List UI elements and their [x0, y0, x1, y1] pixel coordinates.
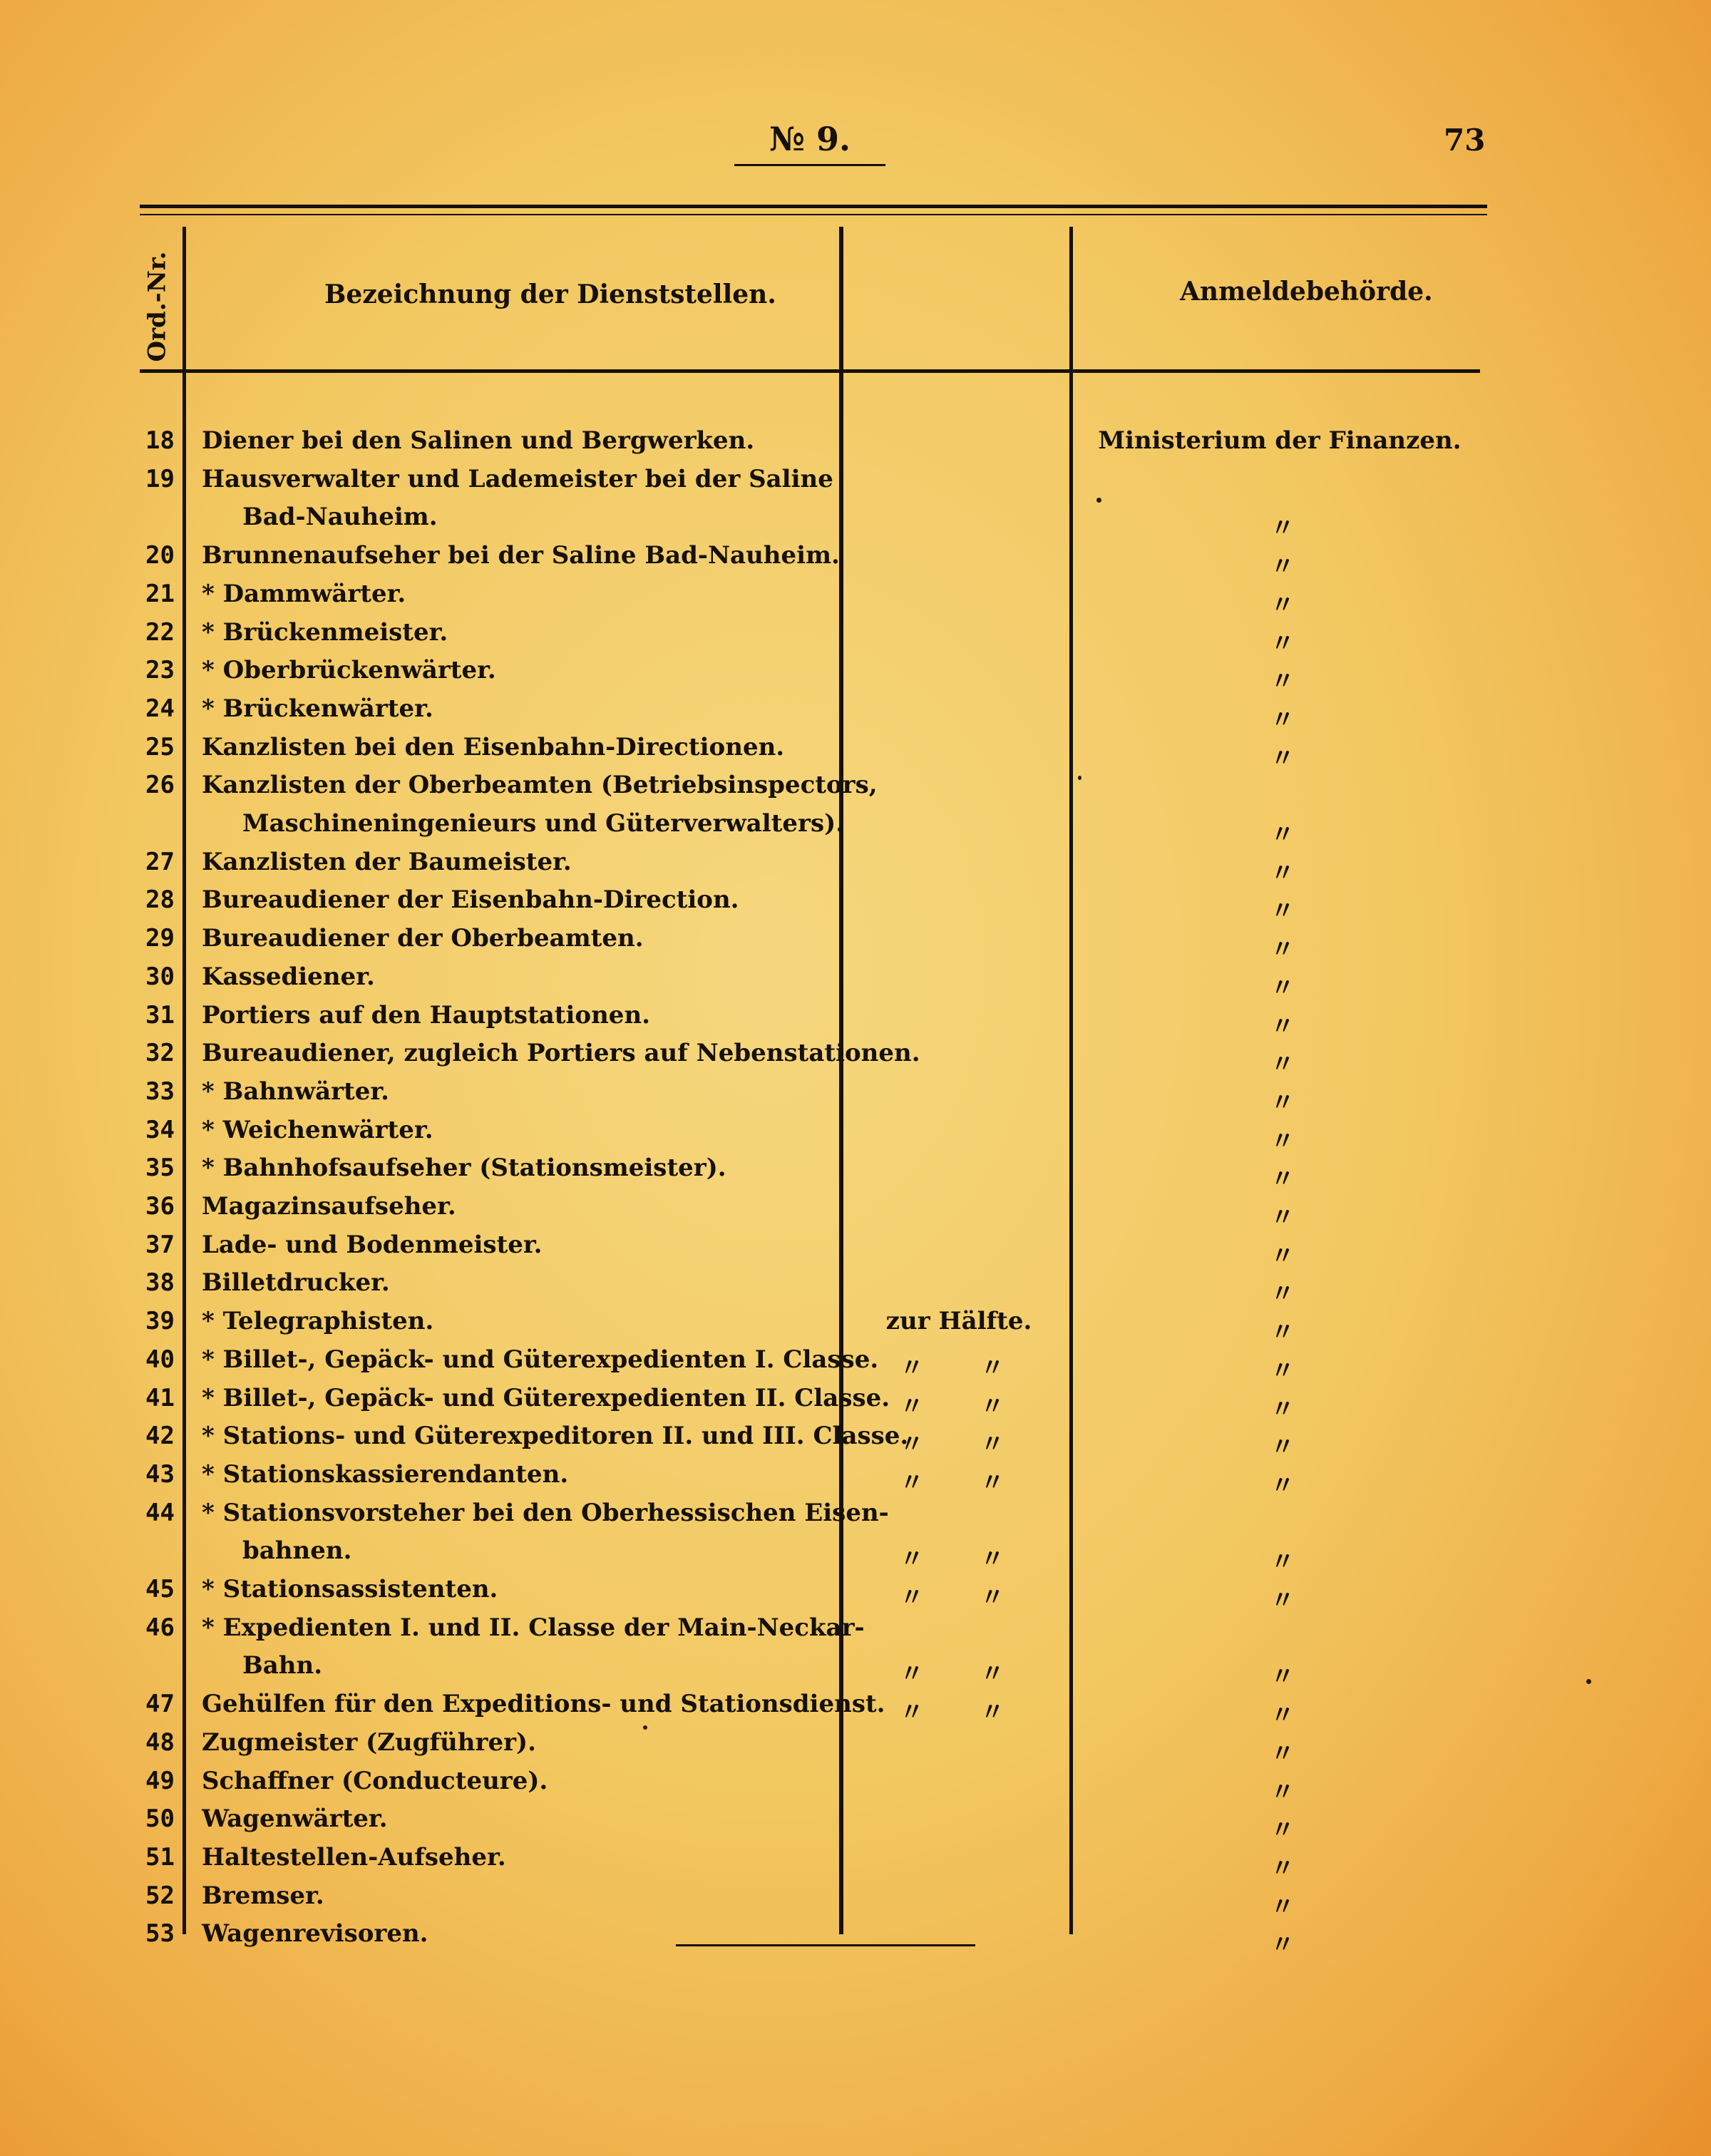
row-number: 23 [145, 656, 175, 685]
row-designation: Kanzlisten bei den Eisenbahn-Directionen. [202, 732, 785, 761]
row-designation-continued: Bahn. [242, 1651, 323, 1680]
row-note-ditto: 〃 [980, 1698, 1004, 1728]
row-designation: Portiers auf den Hauptstationen. [202, 1000, 650, 1030]
table-row [0, 1226, 1711, 1270]
table-row [0, 1494, 1711, 1533]
row-number: 24 [145, 694, 175, 723]
row-designation: * Oberbrückenwärter. [202, 656, 496, 685]
table-row [0, 920, 1711, 965]
row-authority: 〃 [1270, 1854, 1295, 1883]
row-designation: Lade- und Bodenmeister. [202, 1230, 543, 1259]
table-row [0, 843, 1711, 888]
row-note-ditto: 〃 [900, 1353, 924, 1382]
row-number: 30 [145, 962, 175, 991]
row-designation-continued: Maschineningenieurs und Güterverwalters). [242, 809, 845, 838]
page-number: 73 [1444, 123, 1486, 158]
row-authority: 〃 [1270, 1739, 1295, 1768]
row-designation: * Bahnhofsaufseher (Stationsmeister). [202, 1154, 726, 1183]
row-authority: 〃 [1270, 1586, 1295, 1615]
table-row [0, 1073, 1711, 1117]
row-authority: 〃 [1270, 514, 1295, 543]
row-authority: 〃 [1270, 1318, 1295, 1348]
row-authority: 〃 [1270, 705, 1295, 734]
row-note-ditto: 〃 [900, 1698, 924, 1728]
row-number: 52 [145, 1881, 175, 1910]
table-row [0, 461, 1711, 499]
row-number: 19 [145, 464, 175, 493]
row-authority: 〃 [1270, 935, 1295, 965]
column-header-designation: Bezeichnung der Dienststellen. [324, 279, 776, 309]
row-authority: 〃 [1270, 1203, 1295, 1232]
row-number: 38 [145, 1268, 175, 1298]
row-designation: Magazinsaufseher. [202, 1192, 456, 1221]
row-authority: 〃 [1270, 1280, 1295, 1309]
row-authority: 〃 [1270, 667, 1295, 697]
row-note-ditto: 〃 [980, 1583, 1004, 1612]
table-row [0, 1839, 1711, 1883]
row-note-ditto: 〃 [900, 1583, 924, 1612]
row-number: 44 [145, 1498, 175, 1527]
row-designation: Wagenwärter. [202, 1805, 388, 1834]
row-designation: * Telegraphisten. [202, 1307, 434, 1336]
row-designation-continued: Bad-Nauheim. [242, 503, 438, 532]
table-row [0, 1685, 1711, 1730]
row-number: 36 [145, 1192, 175, 1221]
row-number: 49 [145, 1766, 175, 1795]
row-number: 42 [145, 1422, 175, 1451]
row-number: 27 [145, 847, 175, 876]
table-row [0, 575, 1711, 620]
table-row [0, 1303, 1711, 1348]
row-authority: 〃 [1270, 1395, 1295, 1424]
row-designation: * Dammwärter. [202, 579, 406, 608]
row-designation: * Stationsassistenten. [202, 1575, 498, 1603]
row-designation: * Brückenmeister. [202, 617, 448, 647]
row-note-ditto: 〃 [980, 1430, 1004, 1459]
row-designation: Bureaudiener, zugleich Portiers auf Nebenstationen. [202, 1039, 920, 1068]
row-number: 32 [145, 1039, 175, 1068]
table-row [0, 997, 1711, 1041]
table-row [0, 1609, 1711, 1648]
row-designation: Kanzlisten der Oberbeamten (Betriebsinspectors, [202, 771, 878, 800]
row-authority: 〃 [1270, 1816, 1295, 1845]
row-authority: 〃 [1270, 1892, 1295, 1921]
row-note-ditto: 〃 [900, 1430, 924, 1459]
table-row [0, 1112, 1711, 1156]
row-designation: Bureaudiener der Eisenbahn-Direction. [202, 885, 739, 915]
row-number: 18 [145, 426, 175, 455]
row-authority: 〃 [1270, 1126, 1295, 1156]
row-number: 48 [145, 1728, 175, 1757]
paper-speck [1586, 1679, 1591, 1684]
row-authority: 〃 [1270, 744, 1295, 773]
row-number: 37 [145, 1230, 175, 1259]
row-number: 41 [145, 1383, 175, 1412]
row-designation: Diener bei den Salinen und Bergwerken. [202, 426, 755, 455]
top-rule-thick [140, 205, 1487, 208]
row-authority: 〃 [1270, 1433, 1295, 1462]
table-row [0, 1264, 1711, 1309]
table-row [0, 729, 1711, 773]
row-authority: 〃 [1270, 1931, 1295, 1960]
row-authority: 〃 [1270, 629, 1295, 658]
row-note-ditto: 〃 [900, 1660, 924, 1689]
table-row-continuation [0, 1532, 1711, 1577]
row-designation: Bureaudiener der Oberbeamten. [202, 924, 644, 953]
table-row [0, 537, 1711, 582]
row-number: 28 [145, 885, 175, 915]
row-designation: Brunnenaufseher bei der Saline Bad-Nauheim. [202, 541, 840, 570]
bottom-rule [676, 1944, 975, 1946]
row-note-ditto: 〃 [980, 1392, 1004, 1421]
row-authority: 〃 [1270, 1012, 1295, 1041]
table-row [0, 1762, 1711, 1807]
row-authority: Ministerium der Finanzen. [1098, 426, 1461, 455]
table-row [0, 1417, 1711, 1462]
row-designation: * Bahnwärter. [202, 1077, 390, 1106]
row-designation: * Brückenwärter. [202, 694, 433, 723]
row-authority: 〃 [1270, 590, 1295, 620]
row-authority: 〃 [1270, 1050, 1295, 1079]
row-designation: Hausverwalter und Lademeister bei der Saline [202, 464, 833, 493]
row-designation: Bremser. [202, 1881, 324, 1910]
row-number: 39 [145, 1307, 175, 1336]
table-row [0, 1571, 1711, 1615]
row-designation: Billetdrucker. [202, 1268, 390, 1298]
row-number: 53 [145, 1919, 175, 1949]
row-number: 20 [145, 541, 175, 570]
row-number: 22 [145, 617, 175, 647]
row-designation: * Expedienten I. und II. Classe der Main-Neckar- [202, 1613, 865, 1642]
row-number: 26 [145, 771, 175, 800]
row-authority: 〃 [1270, 1356, 1295, 1385]
document-number: № 9. [734, 120, 885, 166]
row-number: 35 [145, 1154, 175, 1183]
row-authority: 〃 [1270, 553, 1295, 582]
table-row [0, 422, 1711, 461]
row-authority: 〃 [1270, 1548, 1295, 1577]
row-designation: * Stations- und Güterexpeditoren II. und III. Classe. [202, 1422, 909, 1451]
table-row [0, 1035, 1711, 1079]
column-header-ord: Ord.-Nr. [143, 251, 171, 362]
row-designation: Kassediener. [202, 962, 375, 991]
row-authority: 〃 [1270, 821, 1295, 849]
row-designation: * Stationsvorsteher bei den Oberhessischen Eisen- [202, 1498, 889, 1527]
row-authority: 〃 [1270, 1701, 1295, 1730]
table-row [0, 958, 1711, 1002]
row-authority: 〃 [1270, 1165, 1295, 1194]
row-designation: * Stationskassierendanten. [202, 1459, 569, 1489]
table-row [0, 614, 1711, 658]
row-number: 29 [145, 924, 175, 953]
row-authority: 〃 [1270, 858, 1295, 888]
row-note-ditto: 〃 [900, 1468, 924, 1497]
row-designation: * Billet-, Gepäck- und Güterexpedienten II. Classe. [202, 1383, 890, 1412]
row-number: 31 [145, 1000, 175, 1030]
row-authority: 〃 [1270, 1777, 1295, 1807]
row-note: zur Hälfte. [885, 1307, 1032, 1336]
table-row [0, 1800, 1711, 1845]
row-designation: Wagenrevisoren. [202, 1919, 428, 1949]
table-row [0, 1380, 1711, 1424]
row-note-ditto: 〃 [980, 1660, 1004, 1689]
row-note-ditto: 〃 [900, 1545, 924, 1574]
paper-speck [643, 1725, 647, 1730]
row-designation: * Billet-, Gepäck- und Güterexpedienten I. Classe. [202, 1345, 879, 1374]
column-header-authority: Anmeldebehörde. [1180, 277, 1433, 307]
header-bottom-rule [140, 369, 1480, 373]
row-number: 25 [145, 732, 175, 761]
row-number: 45 [145, 1575, 175, 1603]
row-number: 21 [145, 579, 175, 608]
table-row [0, 1341, 1711, 1385]
table-row [0, 1149, 1711, 1194]
row-authority: 〃 [1270, 897, 1295, 926]
row-note-ditto: 〃 [980, 1545, 1004, 1574]
table-row-continuation [0, 1647, 1711, 1692]
row-number: 46 [145, 1613, 175, 1642]
row-number: 34 [145, 1115, 175, 1144]
row-authority: 〃 [1270, 1088, 1295, 1117]
row-designation-continued: bahnen. [242, 1536, 352, 1566]
top-rule-thin [140, 214, 1487, 215]
row-number: 43 [145, 1459, 175, 1489]
table-row [0, 652, 1711, 697]
row-designation: Kanzlisten der Baumeister. [202, 847, 572, 876]
row-note-ditto: 〃 [900, 1392, 924, 1421]
table-row [0, 1877, 1711, 1921]
paper-speck [1096, 498, 1101, 503]
row-designation: Haltestellen-Aufseher. [202, 1842, 506, 1872]
table-row [0, 690, 1711, 734]
row-number: 51 [145, 1842, 175, 1872]
row-number: 47 [145, 1690, 175, 1719]
row-authority: 〃 [1270, 973, 1295, 1002]
row-authority: 〃 [1270, 1663, 1295, 1692]
row-designation: Gehülfen für den Expeditions- und Stationsdienst. [202, 1690, 885, 1719]
row-number: 33 [145, 1077, 175, 1106]
table-row [0, 881, 1711, 926]
row-designation: * Weichenwärter. [202, 1115, 433, 1144]
row-note-ditto: 〃 [980, 1353, 1004, 1382]
table-row [0, 1456, 1711, 1500]
row-designation: Zugmeister (Zugführer). [202, 1728, 536, 1757]
row-authority: 〃 [1270, 1241, 1295, 1270]
row-note-ditto: 〃 [980, 1468, 1004, 1497]
row-designation: Schaffner (Conducteure). [202, 1766, 548, 1795]
paper-speck [1078, 776, 1081, 780]
row-number: 40 [145, 1345, 175, 1374]
row-number: 50 [145, 1805, 175, 1834]
table-row [0, 766, 1711, 805]
table-row [0, 1724, 1711, 1768]
table-row-continuation [0, 498, 1711, 543]
row-authority: 〃 [1270, 1471, 1295, 1500]
table-row [0, 1188, 1711, 1232]
table-row [0, 1915, 1711, 1960]
table-row-continuation [0, 805, 1711, 849]
